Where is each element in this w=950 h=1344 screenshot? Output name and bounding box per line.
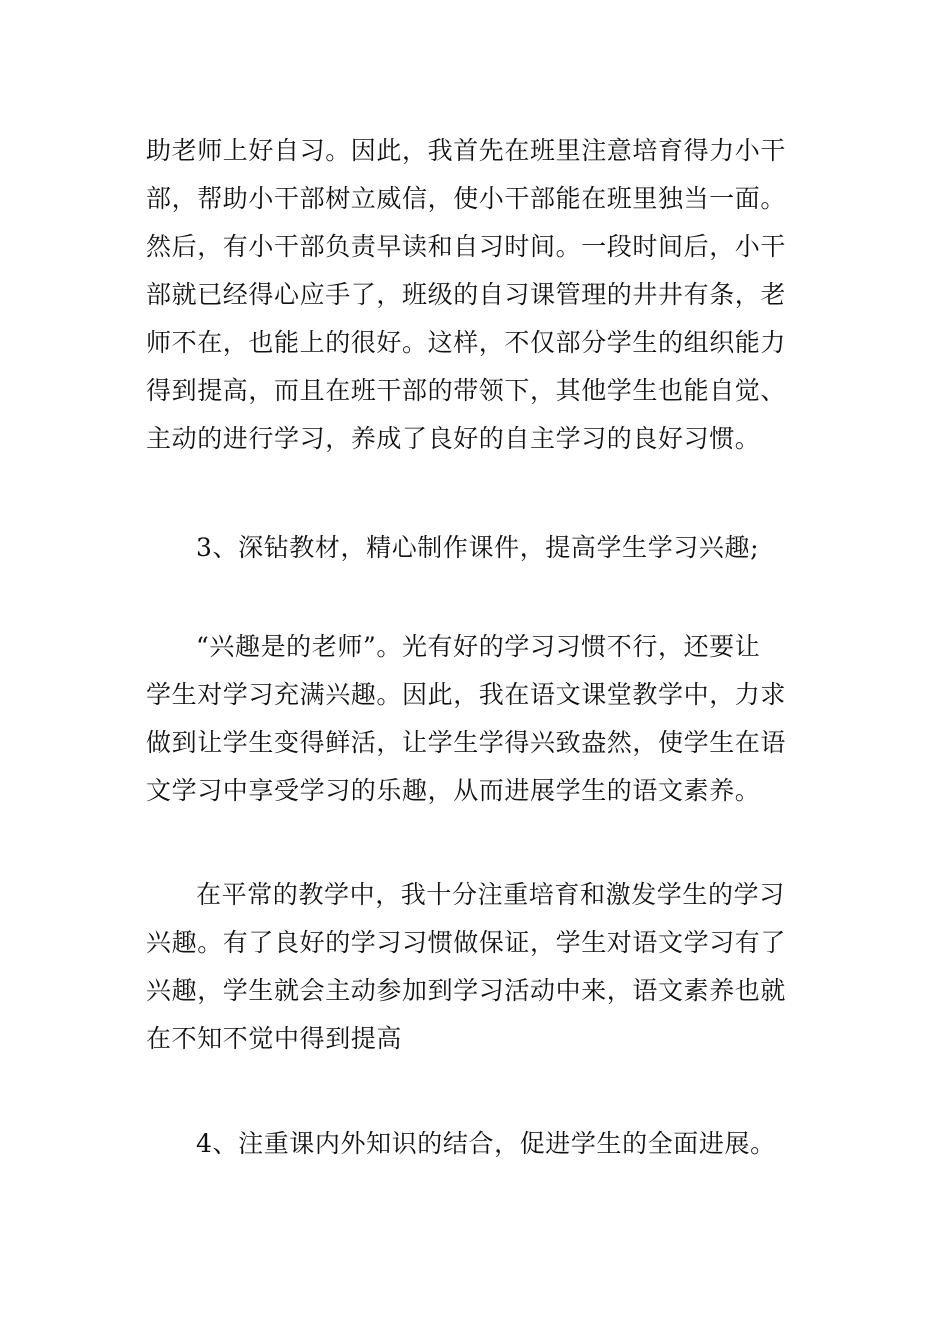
text-line: 兴趣，学生就会主动参加到学习活动中来，语文素养也就 <box>146 976 787 1005</box>
text-line: 然后，有小干部负责早读和自习时间。一段时间后，小干 <box>146 232 787 261</box>
text-line: 部，帮助小干部树立威信，使小干部能在班里独当一面。 <box>146 184 787 213</box>
text-line: 文学习中享受学习的乐趣，从而进展学生的语文素养。 <box>146 776 761 805</box>
text-line: 做到让学生变得鲜活，让学生学得兴致盎然，使学生在语 <box>146 728 787 757</box>
paragraph-self-study <box>146 127 816 463</box>
section-heading-4: 4、注重课内外知识的结合，促进学生的全面进展。 <box>196 1129 776 1158</box>
text-line: 学生对学习充满兴趣。因此，我在语文课堂教学中，力求 <box>146 680 787 709</box>
text-line: 在不知不觉中得到提高 <box>146 1024 403 1053</box>
paragraph-interest <box>146 623 816 815</box>
text-line: 部就已经得心应手了，班级的自习课管理的井井有条，老 <box>146 280 787 309</box>
paragraph-daily-teaching <box>146 871 816 1063</box>
text-line: 师不在，也能上的很好。这样，不仅部分学生的组织能力 <box>146 328 787 357</box>
text-line: 得到提高，而且在班干部的带领下，其他学生也能自觉、 <box>146 376 787 405</box>
section-heading-3: 3、深钻教材，精心制作课件，提高学生学习兴趣; <box>196 533 760 562</box>
text-line: 在平常的教学中，我十分注重培育和激发学生的学习 <box>196 880 785 909</box>
text-line: “兴趣是的老师”。光有好的学习习惯不行，还要让 <box>196 632 761 661</box>
text-line: 主动的进行学习，养成了良好的自主学习的良好习惯。 <box>146 424 761 453</box>
text-line: 助老师上好自习。因此，我首先在班里注意培育得力小干 <box>146 136 787 165</box>
text-line: 兴趣。有了良好的学习习惯做保证，学生对语文学习有了 <box>146 928 787 957</box>
